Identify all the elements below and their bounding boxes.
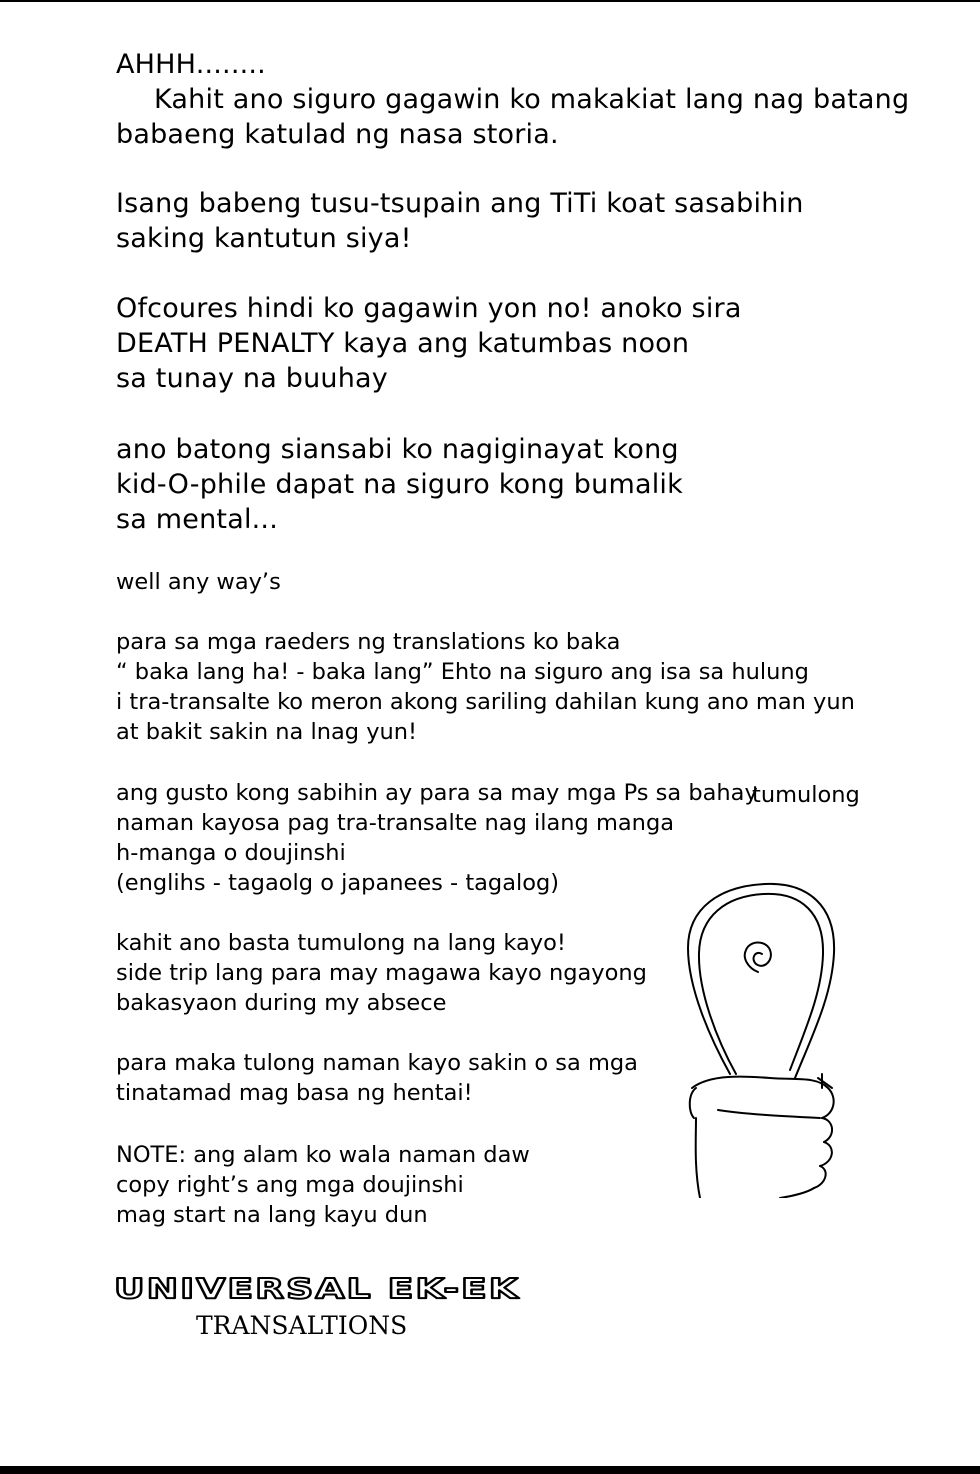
- paragraph-9: [116, 1048, 638, 1108]
- text-line: copy right’s ang mga doujinshi: [116, 1172, 464, 1198]
- paragraph-7: [116, 778, 758, 898]
- universal-ek-ek-logo: [108, 1268, 528, 1308]
- thumbs-up-icon: [670, 878, 850, 1198]
- note-block: [116, 1140, 530, 1230]
- paragraph-2: [116, 186, 804, 256]
- text-line: kid-O-phile dapat na siguro kong bumalik: [116, 469, 683, 500]
- intro-block: [116, 47, 909, 152]
- text-line: DEATH PENALTY kaya ang katumbas noon: [116, 328, 690, 359]
- text-line: naman kayosa pag tra-transalte nag ilang manga: [116, 810, 675, 836]
- text-line: para sa mga raeders ng translations ko baka: [116, 629, 621, 655]
- paragraph-8: [116, 928, 647, 1018]
- text-line: sa tunay na buuhay: [116, 363, 388, 394]
- text-line: AHHH........: [116, 49, 266, 80]
- text-line: para maka tulong naman kayo sakin o sa mga: [116, 1050, 638, 1076]
- text-line: bakasyaon during my absece: [116, 990, 447, 1016]
- text-line: h-manga o doujinshi: [116, 840, 346, 866]
- text-line: NOTE: ang alam ko wala naman daw: [116, 1142, 530, 1168]
- text-line: Kahit ano siguro gagawin ko makakiat lang nag batang: [154, 84, 910, 115]
- translations-label: TRANSALTIONS: [196, 1311, 408, 1340]
- text-line: ano batong siansabi ko nagiginayat kong: [116, 434, 679, 465]
- text-line: saking kantutun siya!: [116, 223, 412, 254]
- text-line: tinatamad mag basa ng hentai!: [116, 1080, 473, 1106]
- text-line: i tra-transalte ko meron akong sariling dahilan kung ano man yun: [116, 689, 855, 715]
- text-line: at bakit sakin na lnag yun!: [116, 719, 418, 745]
- paragraph-5: [116, 567, 281, 597]
- text-line-tail: tumulong: [752, 782, 860, 808]
- text-line: well any way’s: [116, 569, 281, 595]
- text-line: Isang babeng tusu-tsupain ang TiTi koat sasabihin: [116, 188, 804, 219]
- text-line: babaeng katulad ng nasa storia.: [116, 119, 559, 150]
- paragraph-6: [116, 627, 855, 747]
- text-line: side trip lang para may magawa kayo ngayong: [116, 960, 647, 986]
- text-line: mag start na lang kayu dun: [116, 1202, 428, 1228]
- paragraph-4: [116, 432, 683, 537]
- text-line: (englihs - tagaolg o japanees - tagalog): [116, 870, 560, 896]
- text-line: ang gusto kong sabihin ay para sa may mga Ps sa bahay: [116, 780, 758, 806]
- logo-text: UNIVERSAL EK-EK: [114, 1272, 520, 1305]
- text-line: Ofcoures hindi ko gagawin yon no! anoko sira: [116, 293, 742, 324]
- text-line: kahit ano basta tumulong na lang kayo!: [116, 930, 566, 956]
- text-line: “ baka lang ha! - baka lang” Ehto na siguro ang isa sa hulung: [116, 659, 809, 685]
- bottom-border: [0, 1466, 980, 1474]
- text-line: sa mental...: [116, 504, 279, 535]
- top-border: [0, 0, 980, 2]
- paragraph-3: [116, 291, 742, 396]
